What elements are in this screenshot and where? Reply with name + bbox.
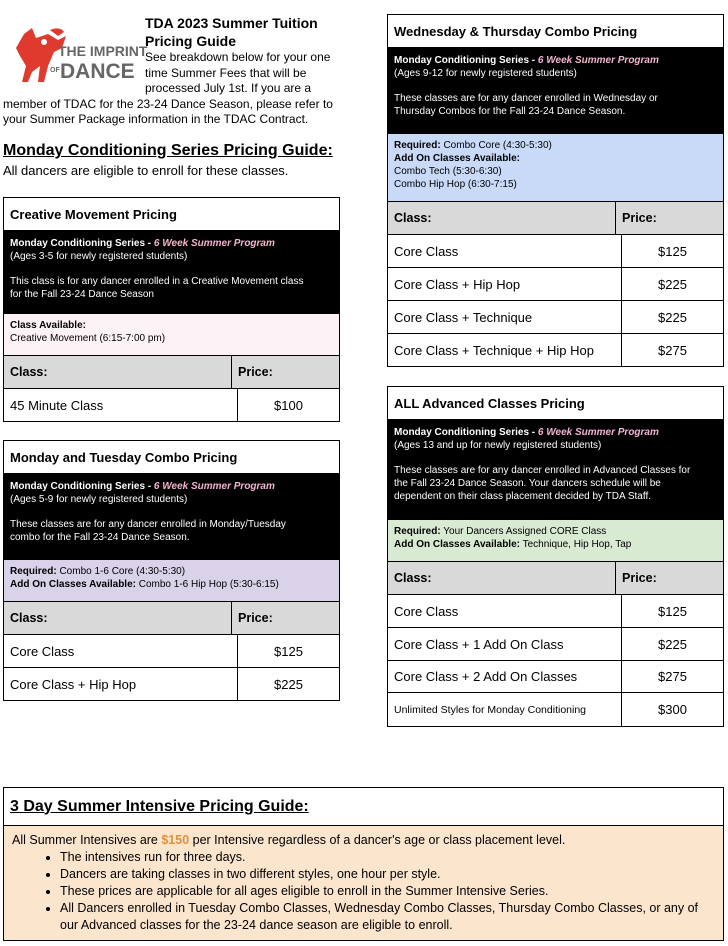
class-cell: Unlimited Styles for Monday Conditioning bbox=[388, 693, 622, 726]
advanced-addon-line bbox=[394, 538, 717, 551]
table-row bbox=[4, 668, 339, 700]
document-title bbox=[145, 14, 318, 50]
wedthu-series-info bbox=[388, 48, 723, 134]
intensive-price-line bbox=[12, 832, 715, 849]
required-value: Combo Core (4:30-5:30) bbox=[440, 140, 552, 151]
series-label bbox=[10, 237, 333, 250]
series-program-text: 6 Week Summer Program bbox=[153, 481, 275, 492]
monday-section-heading: Monday Conditioning Series Pricing Guide: bbox=[3, 142, 333, 159]
addon-label: Add On Classes Available: bbox=[10, 579, 136, 590]
montue-desc-1: These classes are for any dancer enrolled in Monday/Tuesday bbox=[10, 519, 286, 530]
monday-tuesday-combo-card bbox=[3, 440, 340, 701]
class-cell: Core Class + 2 Add On Classes bbox=[388, 661, 622, 692]
class-cell: Core Class + Technique bbox=[388, 301, 622, 333]
creative-series-info bbox=[4, 231, 339, 314]
price-cell: $225 bbox=[658, 636, 687, 652]
advanced-desc-2: the Fall 23-24 Dance Season. Your dancers schedule will be bbox=[394, 478, 661, 489]
table-header-row bbox=[388, 562, 723, 595]
col-class-header: Class: bbox=[4, 602, 232, 634]
series-label-text: Monday Conditioning Series - bbox=[10, 481, 154, 492]
logo-imprint-text: THE IMPRINT bbox=[58, 43, 148, 59]
intensive-line-post: per Intensive regardless of a dancer's age or class placement level. bbox=[189, 833, 566, 847]
required-value: Combo 1-6 Core (4:30-5:30) bbox=[56, 566, 186, 577]
required-value: Your Dancers Assigned CORE Class bbox=[440, 526, 607, 537]
table-row bbox=[388, 301, 723, 334]
price-cell: $275 bbox=[658, 342, 687, 358]
intensive-price: $150 bbox=[161, 833, 190, 847]
class-cell: Core Class + Technique + Hip Hop bbox=[388, 334, 622, 366]
table-row bbox=[4, 635, 339, 668]
title-line-1: TDA 2023 Summer Tuition bbox=[145, 15, 318, 31]
class-available-value: Creative Movement (6:15-7:00 pm) bbox=[10, 333, 166, 344]
advanced-required-line bbox=[394, 525, 717, 538]
advanced-requirements bbox=[388, 520, 723, 562]
table-row bbox=[388, 268, 723, 301]
class-cell: Core Class + 1 Add On Class bbox=[388, 628, 622, 660]
series-program-text: 6 Week Summer Program bbox=[537, 55, 659, 66]
advanced-series-info bbox=[388, 420, 723, 520]
required-label: Required: bbox=[10, 566, 57, 577]
table-row bbox=[388, 661, 723, 693]
summer-intensive-section bbox=[3, 787, 724, 941]
price-cell: $125 bbox=[274, 643, 303, 659]
monday-section-subheading: All dancers are eligible to enroll for these classes. bbox=[3, 163, 289, 178]
wednesday-thursday-combo-card bbox=[387, 14, 724, 367]
table-row bbox=[4, 389, 339, 421]
list-item: • Dancers are taking classes in two different styles, one hour per style. bbox=[60, 866, 715, 883]
series-label bbox=[394, 54, 717, 67]
creative-card-title: Creative Movement Pricing bbox=[4, 198, 339, 231]
montue-ages: (Ages 5-9 for newly registered students) bbox=[10, 494, 188, 505]
logo-of-text: OF bbox=[50, 67, 60, 74]
list-item: • The intensives run for three days. bbox=[60, 849, 715, 866]
bull-dancer-logo-icon bbox=[14, 26, 148, 84]
series-label-text: Monday Conditioning Series - bbox=[394, 427, 538, 438]
price-cell: $100 bbox=[274, 397, 303, 413]
series-label-text: Monday Conditioning Series - bbox=[10, 238, 154, 249]
addon-label: Add On Classes Available: bbox=[394, 539, 520, 550]
required-label: Required: bbox=[394, 140, 441, 151]
logo-dance-text: DANCE bbox=[60, 60, 135, 83]
intro-line-4: member of TDAC for the 23-24 Dance Season, please refer to bbox=[3, 96, 333, 111]
series-label bbox=[10, 480, 333, 493]
intro-line-2: time Summer Fees that will be bbox=[145, 65, 307, 80]
series-label bbox=[394, 426, 717, 439]
addon-label: Add On Classes Available: bbox=[394, 153, 520, 164]
imprint-of-dance-logo bbox=[14, 26, 148, 84]
montue-card-title: Monday and Tuesday Combo Pricing bbox=[4, 441, 339, 474]
series-program-text: 6 Week Summer Program bbox=[153, 238, 275, 249]
montue-series-info bbox=[4, 474, 339, 560]
wedthu-requirements bbox=[388, 134, 723, 202]
montue-desc-2: combo for the Fall 23-24 Dance Season. bbox=[10, 532, 190, 543]
table-header-row bbox=[4, 602, 339, 635]
table-row bbox=[388, 235, 723, 268]
intro-line-5: your Summer Package information in the TDAC Contract. bbox=[3, 112, 309, 126]
creative-ages: (Ages 3-5 for newly registered students) bbox=[10, 251, 188, 262]
wedthu-card-title: Wednesday & Thursday Combo Pricing bbox=[388, 15, 723, 48]
addon-value-2: Combo Hip Hop (6:30-7:15) bbox=[394, 179, 517, 190]
montue-addon-line bbox=[10, 578, 333, 591]
list-item: • All Dancers enrolled in Tuesday Combo Classes, Wednesday Combo Classes, Thursday Combo Classes, or any of our Advanced classes for the 23-24 dance season are eligible to enroll. bbox=[60, 900, 715, 934]
intensive-line-pre: All Summer Intensives are bbox=[12, 833, 162, 847]
montue-required-line bbox=[10, 565, 333, 578]
col-price-header: Price: bbox=[622, 571, 657, 585]
col-price-header: Price: bbox=[238, 611, 273, 625]
intro-line-1: See breakdown below for your one bbox=[145, 50, 331, 64]
table-row bbox=[388, 334, 723, 366]
col-class-header: Class: bbox=[4, 356, 232, 388]
intensive-bullet-list bbox=[12, 849, 715, 934]
required-label: Required: bbox=[394, 526, 441, 537]
class-cell: 45 Minute Class bbox=[4, 389, 238, 421]
class-cell: Core Class + Hip Hop bbox=[4, 668, 238, 700]
price-cell: $225 bbox=[274, 676, 303, 692]
class-cell: Core Class + Hip Hop bbox=[388, 268, 622, 300]
intensive-body bbox=[4, 826, 723, 940]
series-program-text: 6 Week Summer Program bbox=[537, 427, 659, 438]
class-cell: Core Class bbox=[388, 235, 622, 267]
price-cell: $275 bbox=[658, 669, 687, 684]
table-row bbox=[388, 628, 723, 661]
table-row bbox=[388, 595, 723, 628]
table-header-row bbox=[4, 356, 339, 389]
col-price-header: Price: bbox=[238, 365, 273, 379]
montue-requirements bbox=[4, 560, 339, 602]
title-line-2: Pricing Guide bbox=[145, 33, 237, 49]
advanced-ages: (Ages 13 and up for newly registered students) bbox=[394, 440, 602, 451]
col-class-header: Class: bbox=[388, 202, 616, 234]
creative-movement-card bbox=[3, 197, 340, 422]
class-available-label: Class Available: bbox=[10, 320, 86, 331]
intro-line-3: processed July 1st. If you are a bbox=[145, 81, 312, 95]
creative-desc-2: for the Fall 23-24 Dance Season bbox=[10, 289, 154, 300]
price-cell: $300 bbox=[658, 702, 687, 717]
wedthu-desc-1: These classes are for any dancer enrolled in Wednesday or bbox=[394, 93, 658, 104]
creative-availability bbox=[4, 314, 339, 356]
col-class-header: Class: bbox=[388, 562, 616, 594]
wedthu-required-line bbox=[394, 139, 717, 152]
class-cell: Core Class bbox=[388, 595, 622, 627]
price-cell: $125 bbox=[658, 603, 687, 619]
creative-desc-1: This class is for any dancer enrolled in a Creative Movement class bbox=[10, 276, 304, 287]
addon-value: Combo 1-6 Hip Hop (5:30-6:15) bbox=[135, 579, 279, 590]
addon-value-1: Combo Tech (5:30-6:30) bbox=[394, 166, 502, 177]
table-row bbox=[388, 693, 723, 726]
wedthu-desc-2: Thursday Combos for the Fall 23-24 Dance Season. bbox=[394, 106, 626, 117]
addon-value: Technique, Hip Hop, Tap bbox=[519, 539, 632, 550]
advanced-card-title: ALL Advanced Classes Pricing bbox=[388, 387, 723, 420]
list-item: • These prices are applicable for all ages eligible to enroll in the Summer Intensive Series. bbox=[60, 883, 715, 900]
series-label-text: Monday Conditioning Series - bbox=[394, 55, 538, 66]
col-price-header: Price: bbox=[622, 211, 657, 225]
advanced-desc-1: These classes are for any dancer enrolled in Advanced Classes for bbox=[394, 465, 691, 476]
wedthu-ages: (Ages 9-12 for newly registered students) bbox=[394, 68, 577, 79]
table-header-row bbox=[388, 202, 723, 235]
price-cell: $225 bbox=[658, 276, 687, 292]
price-cell: $125 bbox=[658, 243, 687, 259]
class-cell: Core Class bbox=[4, 635, 238, 667]
price-cell: $225 bbox=[658, 309, 687, 325]
intensive-heading: 3 Day Summer Intensive Pricing Guide: bbox=[4, 788, 723, 826]
advanced-desc-3: dependent on their class placement decided by TDA Staff. bbox=[394, 491, 652, 502]
advanced-classes-card bbox=[387, 386, 724, 727]
